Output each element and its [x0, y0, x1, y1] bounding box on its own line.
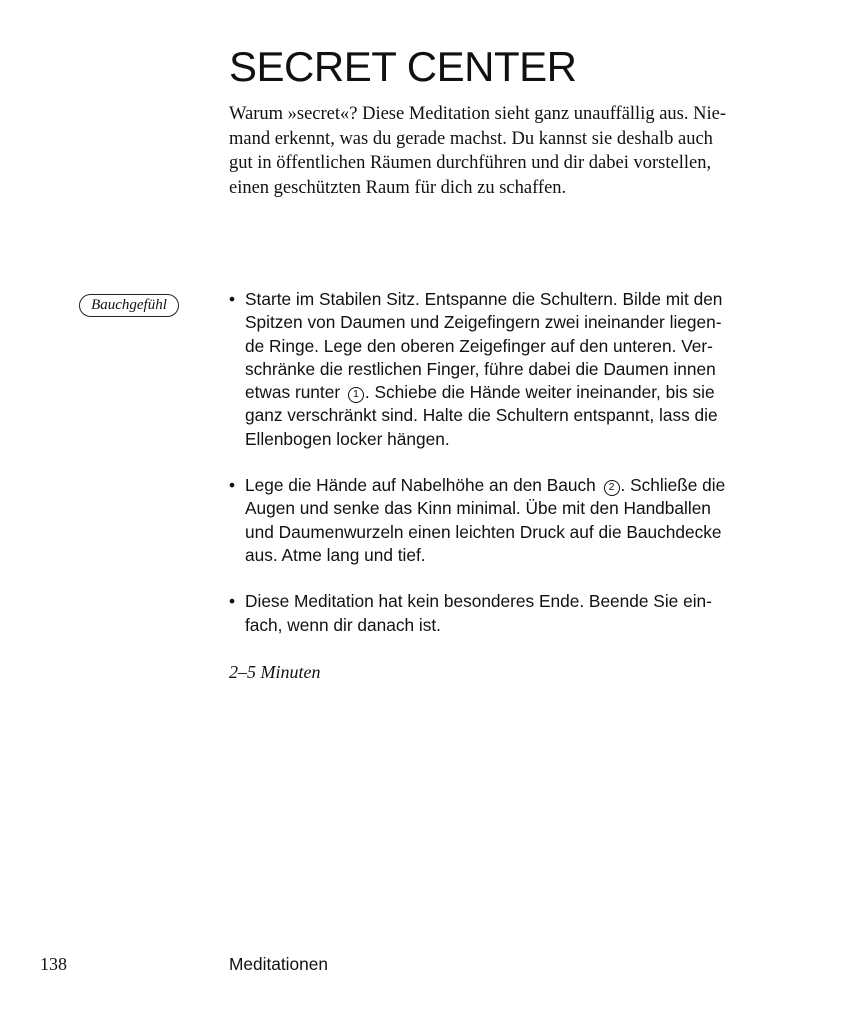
step-line: fach, wenn dir danach ist. — [245, 614, 441, 635]
page-title: SECRET CENTER — [229, 43, 577, 90]
step-line: de Ringe. Lege den oberen Zeigefinger auf den unteren. Ver- — [245, 335, 713, 356]
instruction-list — [229, 288, 789, 660]
step-line — [245, 474, 789, 497]
bullet-icon: • — [229, 289, 236, 309]
intro-line: mand erkennt, was du gerade machst. Du kannst sie deshalb auch — [229, 128, 713, 149]
step-text: . Schließe die — [620, 475, 726, 496]
category-tag: Bauchgefühl — [79, 294, 179, 317]
instruction-step-2 — [229, 474, 789, 567]
bullet-icon: • — [229, 475, 236, 496]
figure-marker-2: 2 — [604, 480, 620, 496]
step-line: Starte im Stabilen Sitz. Entspanne die Schultern. Bilde mit den — [245, 289, 723, 309]
intro-line: gut in öffentlichen Räumen durchführen und dir dabei vorstellen, — [229, 153, 712, 173]
step-line: ganz verschränkt sind. Halte die Schultern entspannt, lass die — [245, 405, 718, 426]
step-line: und Daumenwurzeln einen leichten Druck auf die Bauchdecke — [245, 521, 722, 542]
step-line: Augen und senke das Kinn minimal. Übe mit den Handballen — [245, 498, 711, 519]
step-line: schränke die restlichen Finger, führe dabei die Daumen innen — [245, 358, 716, 379]
step-line: aus. Atme lang und tief. — [245, 544, 426, 565]
instruction-step-1 — [229, 288, 789, 451]
step-text: etwas runter — [245, 382, 341, 403]
bullet-icon: • — [229, 591, 236, 612]
step-text: Lege die Hände auf Nabelhöhe an den Bauch — [245, 475, 596, 496]
step-line — [245, 381, 789, 404]
step-line: Ellenbogen locker hängen. — [245, 428, 450, 449]
intro-line: einen geschützten Raum für dich zu schaffen. — [229, 177, 567, 198]
page-number: 138 — [40, 954, 67, 974]
step-line: Spitzen von Daumen und Zeigefingern zwei ineinander liegen- — [245, 312, 722, 333]
figure-marker-1: 1 — [348, 387, 364, 403]
step-line: Diese Meditation hat kein besonderes Ende. Beende Sie ein- — [245, 591, 712, 612]
duration-label: 2–5 Minuten — [229, 662, 321, 682]
instruction-step-3 — [229, 590, 789, 637]
intro-paragraph — [229, 102, 749, 200]
section-name: Meditationen — [229, 954, 328, 974]
intro-line: Warum »secret«? Diese Meditation sieht ganz unauffällig aus. Nie- — [229, 104, 726, 124]
step-text: . Schiebe die Hände weiter ineinander, bis sie — [364, 382, 715, 403]
